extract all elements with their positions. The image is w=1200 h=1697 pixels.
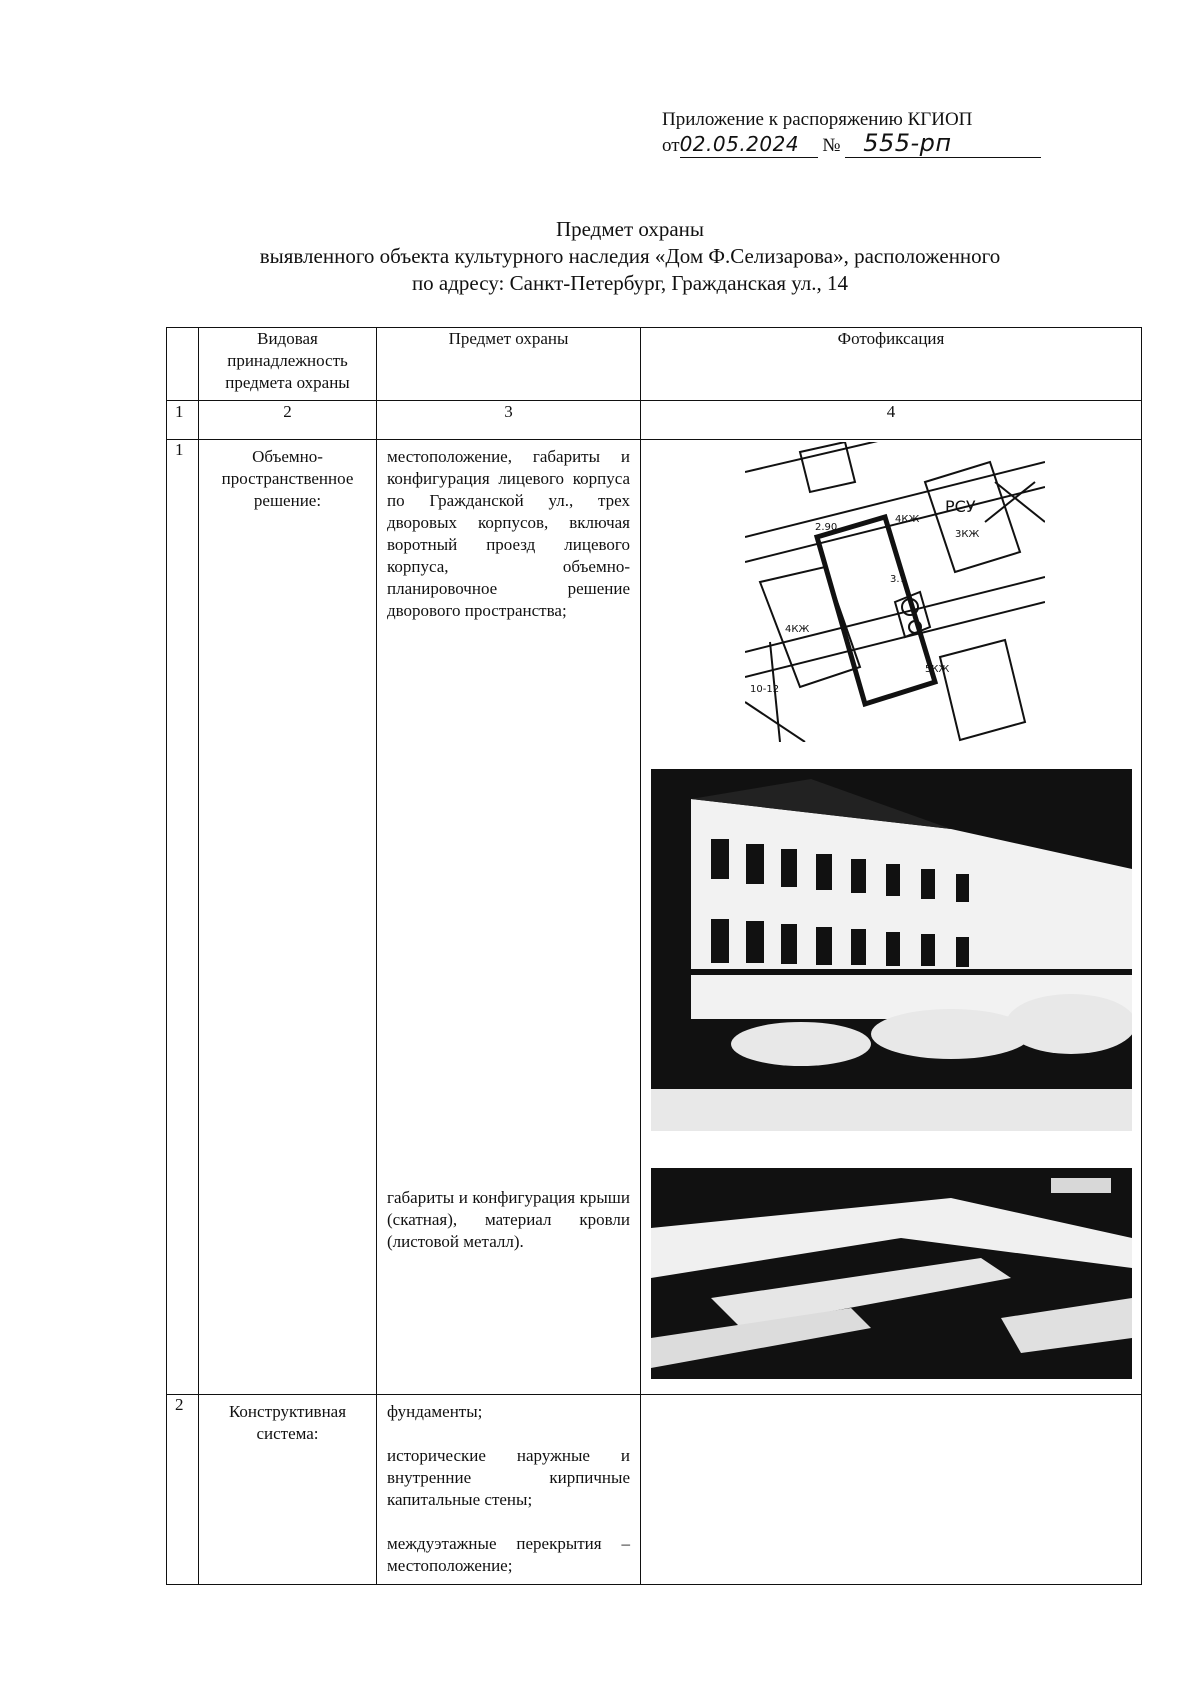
subject-text: междуэтажные перекрытия – местоположение; (387, 1534, 630, 1575)
site-plan-image (745, 442, 1045, 742)
subject-text-roof: габариты и конфигурация крыши (скатная), материал кровли (листовой металл). (387, 1188, 630, 1251)
map-label: 2.90 (815, 522, 838, 533)
row-number: 2 (167, 1395, 199, 1585)
appendix-date-number (662, 129, 1122, 158)
from-label: от (662, 135, 680, 156)
column-number-row (167, 401, 1142, 440)
subject-text: местоположение, габариты и конфигурация лицевого корпуса по Гражданской ул., трех дворовых корпусов, включая воротный проезд лицевого корпуса, объемно-планировочное решение дворового пространства; (387, 447, 630, 620)
table-row (167, 440, 1142, 1395)
appendix-line: Приложение к распоряжению КГИОП (662, 109, 973, 130)
subject-text: фундаменты; (387, 1402, 483, 1421)
row-kind: Объемно-пространственное решение: (199, 440, 377, 1395)
number-label: № (822, 135, 841, 156)
row-kind: Конструктивная система: (199, 1395, 377, 1585)
map-label: 10-12 (750, 684, 780, 695)
row-subject (377, 440, 641, 1395)
column-number: 3 (377, 401, 641, 440)
table-row (167, 1395, 1142, 1585)
facade-photo (651, 769, 1132, 1131)
map-label: 4КЖ (785, 624, 810, 635)
protection-subject-table (166, 327, 1142, 1585)
roof-photo (651, 1168, 1132, 1379)
title-line-3: по адресу: Санкт-Петербург, Гражданская ул., 14 (411, 271, 849, 295)
map-label: РСУ (945, 497, 976, 516)
column-number: 4 (641, 401, 1142, 440)
title-line-1: Предмет охраны (555, 217, 705, 241)
photo-cell-empty (641, 1395, 1142, 1585)
column-number: 1 (167, 401, 199, 440)
header-cell-num (167, 328, 199, 401)
title-line-2: выявленного объекта культурного наследия «Дом Ф.Селизарова», расположенного (259, 244, 1001, 268)
appendix-header (662, 108, 1122, 158)
handwritten-date: 02.05.2024 (679, 132, 800, 156)
column-number: 2 (199, 401, 377, 440)
map-label: 4КЖ (895, 514, 920, 525)
header-cell-subject: Предмет охраны (377, 328, 641, 401)
row-subject (377, 1395, 641, 1585)
map-label: 3.7 (890, 574, 906, 585)
row-number: 1 (167, 440, 199, 1395)
subject-text: исторические наружные и внутренние кирпичные капитальные стены; (387, 1446, 630, 1509)
header-cell-photo: Фотофиксация (641, 328, 1142, 401)
map-label: 5КЖ (925, 664, 950, 675)
photo-cell (641, 440, 1142, 1395)
handwritten-number: 555-рп (863, 129, 952, 157)
header-cell-kind: Видовая принадлежность предмета охраны (199, 328, 377, 401)
table-header-row (167, 328, 1142, 401)
map-label: 3КЖ (955, 529, 980, 540)
document-title (160, 216, 1100, 297)
